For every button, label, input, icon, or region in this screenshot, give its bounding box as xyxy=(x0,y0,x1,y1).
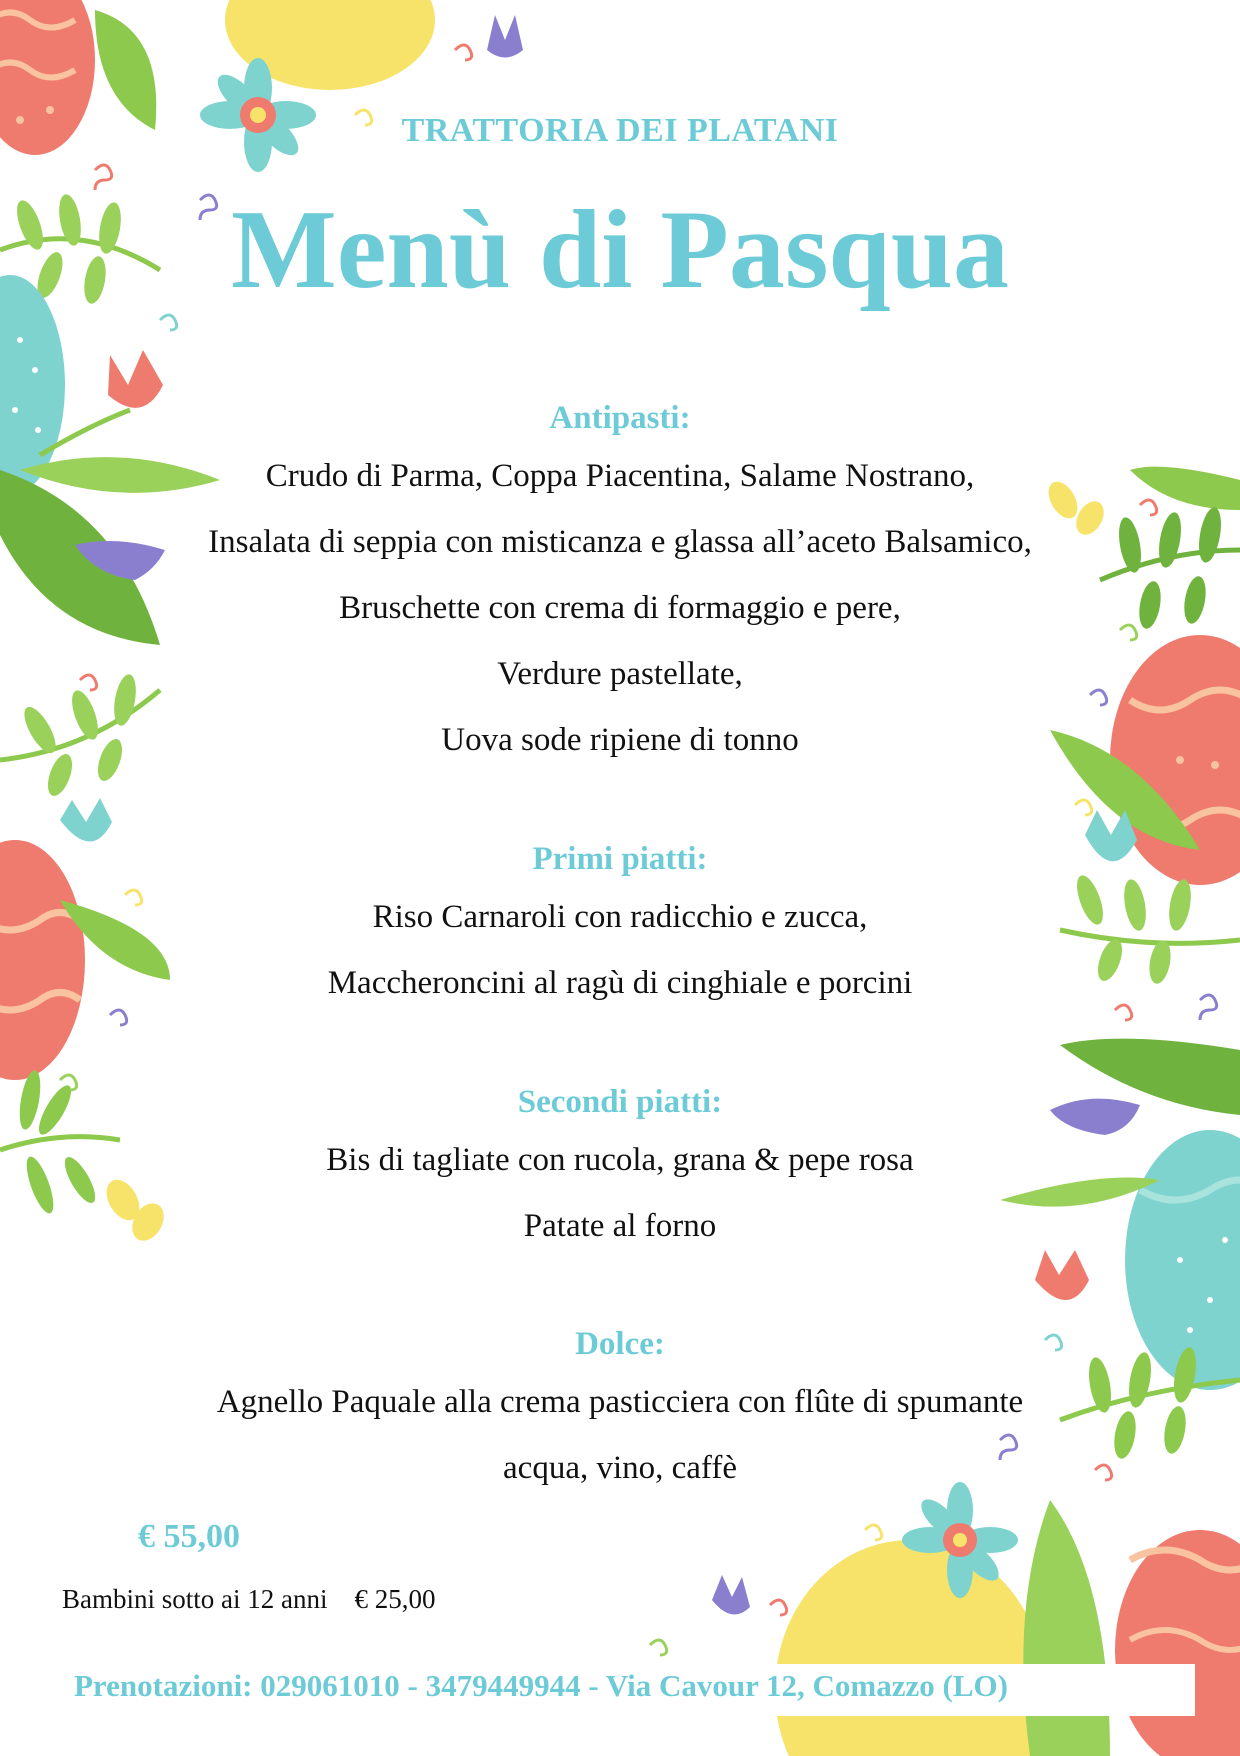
section-heading: Dolce: xyxy=(575,1326,665,1362)
menu-item: Crudo di Parma, Coppa Piacentina, Salame Nostrano, xyxy=(265,458,975,494)
section-secondi-piatti xyxy=(0,1077,1240,1259)
menu-item: acqua, vino, caffè xyxy=(503,1450,737,1486)
section-heading: Primi piatti: xyxy=(532,841,708,877)
section-heading: Antipasti: xyxy=(549,400,691,436)
reservation-footer: Prenotazioni: 029061010 - 3479449944 - Via Cavour 12, Comazzo (LO) xyxy=(74,1668,1008,1703)
restaurant-name: TRATTORIA DEI PLATANI xyxy=(401,112,839,149)
menu-item: Bis di tagliate con rucola, grana & pepe rosa xyxy=(326,1142,914,1178)
menu-title: Menù di Pasqua xyxy=(231,188,1009,312)
section-primi-piatti xyxy=(0,834,1240,1016)
section-heading: Secondi piatti: xyxy=(517,1084,723,1120)
menu-item: Agnello Paquale alla crema pasticciera con flûte di spumante xyxy=(216,1384,1024,1420)
menu-price: € 55,00 xyxy=(138,1518,240,1555)
menu-item: Maccheroncini al ragù di cinghiale e porcini xyxy=(327,965,913,1001)
menu-item: Patate al forno xyxy=(523,1208,717,1244)
kids-price: Bambini sotto ai 12 anni € 25,00 xyxy=(62,1584,436,1614)
menu-item: Insalata di seppia con misticanza e glassa all’aceto Balsamico, xyxy=(208,524,1032,560)
menu-item: Bruschette con crema di formaggio e pere, xyxy=(339,590,901,626)
section-antipasti xyxy=(0,393,1240,773)
menu-item: Uova sode ripiene di tonno xyxy=(441,722,799,758)
section-dolce xyxy=(0,1319,1240,1501)
menu-item: Verdure pastellate, xyxy=(497,656,743,692)
menu-item: Riso Carnaroli con radicchio e zucca, xyxy=(372,899,868,935)
